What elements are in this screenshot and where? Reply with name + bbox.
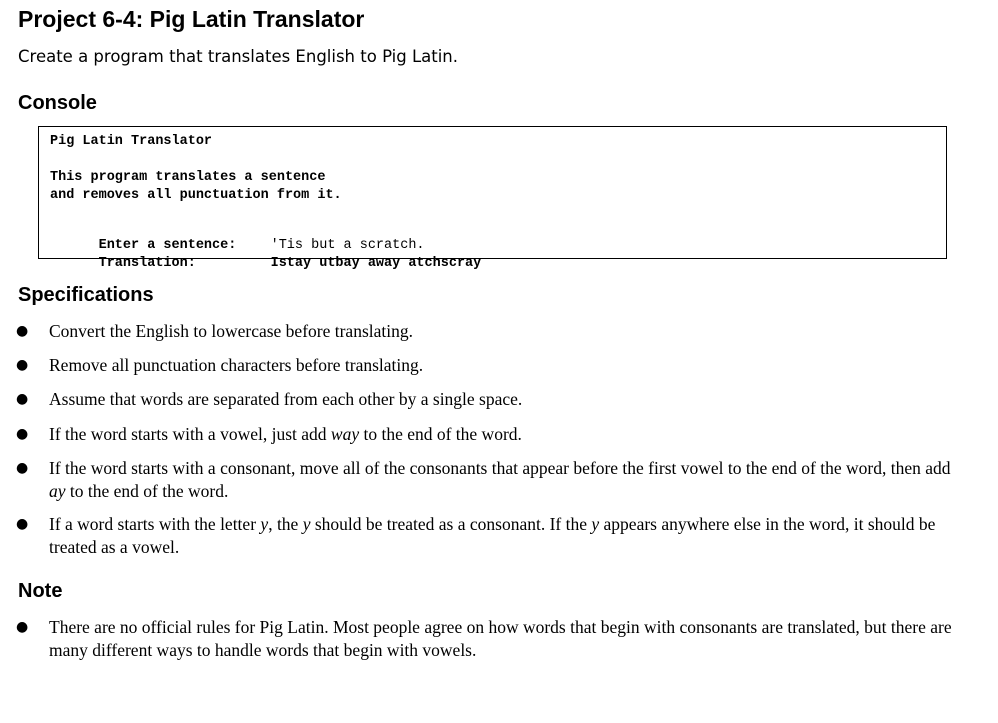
console-heading: Console (18, 92, 97, 114)
bullet-icon: ● (16, 460, 29, 476)
note-heading: Note (18, 580, 63, 602)
console-prompt-label: Enter a sentence: (98, 238, 237, 253)
specifications-heading: Specifications (18, 284, 154, 306)
bullet-icon: ● (16, 357, 29, 373)
bullet-icon: ● (16, 516, 29, 532)
intro-text: Create a program that translates English to Pig Latin. (18, 47, 459, 66)
bullet-icon: ● (16, 426, 29, 442)
bullet-icon: ● (16, 391, 29, 407)
console-translation-row (50, 241, 481, 286)
page-title: Project 6-4: Pig Latin Translator (18, 6, 365, 32)
bullet-icon: ● (16, 323, 29, 339)
document-page: Project 6-4: Pig Latin Translator Create a program that translates English to Pig Latin. Console Pig Latin Translator This program translates a sentence and removes all punctuation from it. Enter a sentence: 'Tis but a scratch. Translation: Istay utbay away atchscray Specifications ● Convert the English to lowercase before translating. ● Remove all punctuation characters before translating. ● Assume that words are separated from each other by a single space. ● If the word starts with a vowel, just add way to the end of the word. ● If the word starts with a consonant, move all of the consonants that appear before the first vowel to the end of the word, then add ay to the end of the word. ● If a word starts with the letter y, the y should be treated as a consonant. If the y appears anywhere else in the word, it should be treated as a vowel. Note ● There are no official rules for Pig Latin. Most people agree on how words that begin with consonants are translated, but there are many different ways to handle words that begin with vowels. (16, 6, 952, 660)
console-output-box (38, 126, 947, 271)
bullet-icon: ● (16, 619, 29, 635)
console-description-line2: and removes all punctuation from it. (50, 188, 342, 203)
console-description-line1: This program translates a sentence (50, 170, 326, 185)
console-translation-value: Istay utbay away atchscray (270, 256, 482, 271)
console-prompt-value: 'Tis but a scratch. (270, 238, 425, 253)
console-translation-label: Translation: (98, 256, 196, 271)
console-header: Pig Latin Translator (50, 134, 213, 149)
